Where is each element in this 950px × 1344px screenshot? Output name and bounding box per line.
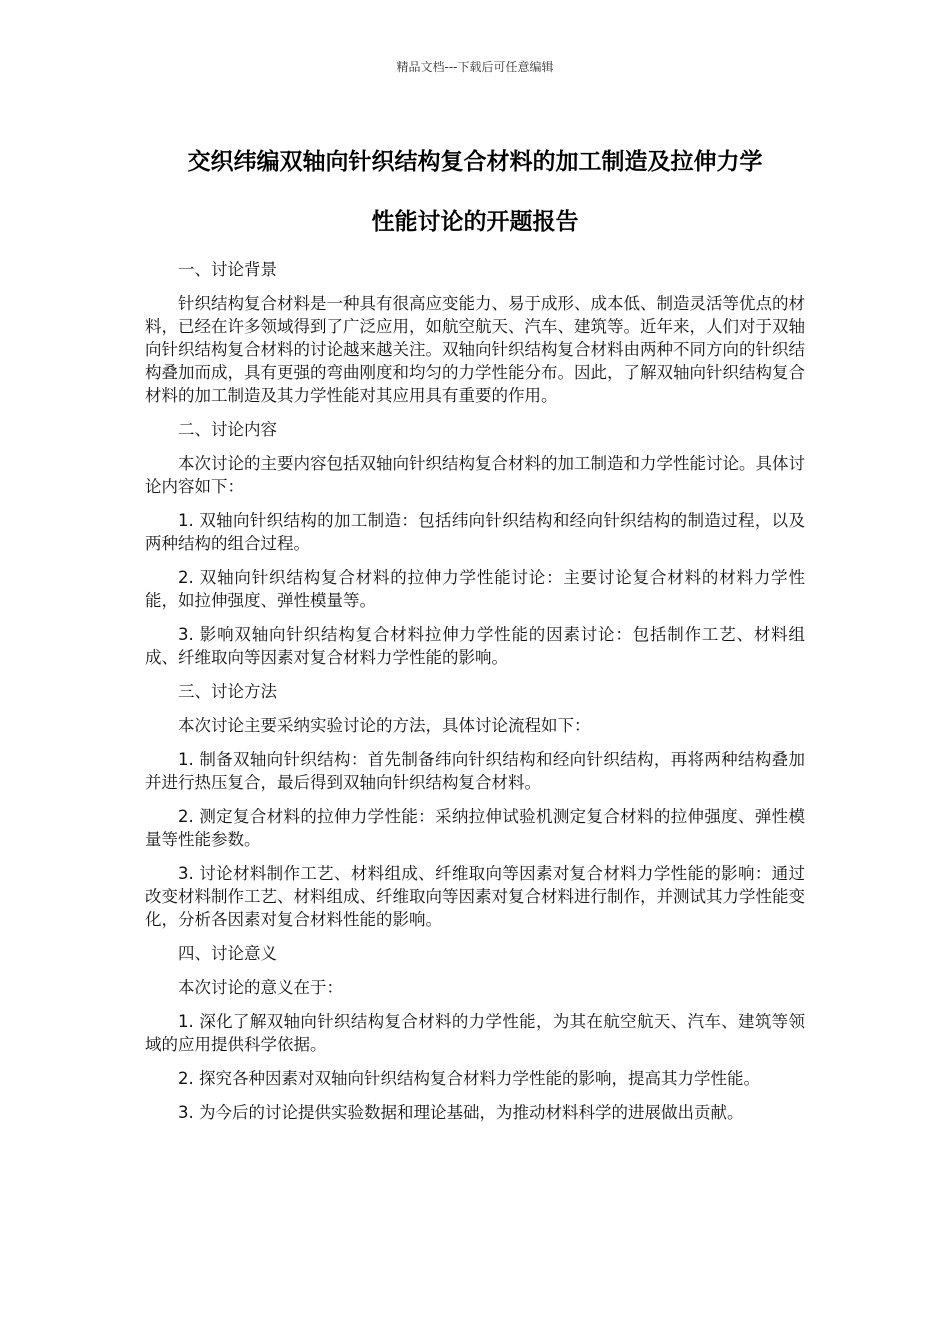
list-item: 1. 双轴向针织结构的加工制造：包括纬向针织结构和经向针织结构的制造过程，以及两种结构的组合过程。 — [145, 511, 805, 553]
list-item: 2. 探究各种因素对双轴向针织结构复合材料力学性能的影响，提高其力学性能。 — [178, 1069, 760, 1088]
title-line-2: 性能讨论的开题报告 — [371, 209, 579, 235]
section-heading-content: 二、讨论内容 — [178, 420, 277, 439]
paragraph: 本次讨论的主要内容包括双轴向针织结构复合材料的加工制造和力学性能讨论。具体讨论内容如下： — [145, 454, 805, 496]
section-heading-background: 一、讨论背景 — [178, 260, 277, 279]
title-line-1: 交织纬编双轴向针织结构复合材料的加工制造及拉伸力学 — [187, 149, 763, 175]
paragraph: 本次讨论的意义在于： — [178, 978, 343, 997]
list-item: 2. 测定复合材料的拉伸力学性能：采纳拉伸试验机测定复合材料的拉伸强度、弹性模量等性能参数。 — [145, 807, 805, 849]
list-item: 3. 讨论材料制作工艺、材料组成、纤维取向等因素对复合材料力学性能的影响：通过改变材料制作工艺、材料组成、纤维取向等因素对复合材料进行制作，并测试其力学性能变化，分析各因素对复合材料性能的影响。 — [145, 864, 805, 929]
document-title — [145, 132, 805, 252]
section-heading-method: 三、讨论方法 — [178, 682, 277, 701]
paragraph: 针织结构复合材料是一种具有很高应变能力、易于成形、成本低、制造灵活等优点的材料，已经在许多领域得到了广泛应用，如航空航天、汽车、建筑等。近年来，人们对于双轴向针织结构复合材料的讨论越来越关注。双轴向针织结构复合材料由两种不同方向的针织结构叠加而成，具有更强的弯曲刚度和均匀的力学性能分布。因此，了解双轴向针织结构复合材料的加工制造及其力学性能对其应用具有重要的作用。 — [145, 294, 805, 405]
header-note: 精品文档---下载后可任意编辑 — [396, 60, 554, 74]
document-body — [145, 258, 805, 1135]
paragraph: 本次讨论主要采纳实验讨论的方法，具体讨论流程如下： — [178, 716, 591, 735]
list-item: 3. 影响双轴向针织结构复合材料拉伸力学性能的因素讨论：包括制作工艺、材料组成、纤维取向等因素对复合材料力学性能的影响。 — [145, 625, 805, 667]
list-item: 2. 双轴向针织结构复合材料的拉伸力学性能讨论：主要讨论复合材料的材料力学性能，如拉伸强度、弹性模量等。 — [145, 568, 805, 610]
list-item: 1. 制备双轴向针织结构：首先制备纬向针织结构和经向针织结构，再将两种结构叠加并进行热压复合，最后得到双轴向针织结构复合材料。 — [145, 750, 805, 792]
list-item: 1. 深化了解双轴向针织结构复合材料的力学性能，为其在航空航天、汽车、建筑等领域的应用提供科学依据。 — [145, 1012, 805, 1054]
list-item: 3. 为今后的讨论提供实验数据和理论基础，为推动材料科学的进展做出贡献。 — [178, 1103, 744, 1122]
section-heading-significance: 四、讨论意义 — [178, 944, 277, 963]
